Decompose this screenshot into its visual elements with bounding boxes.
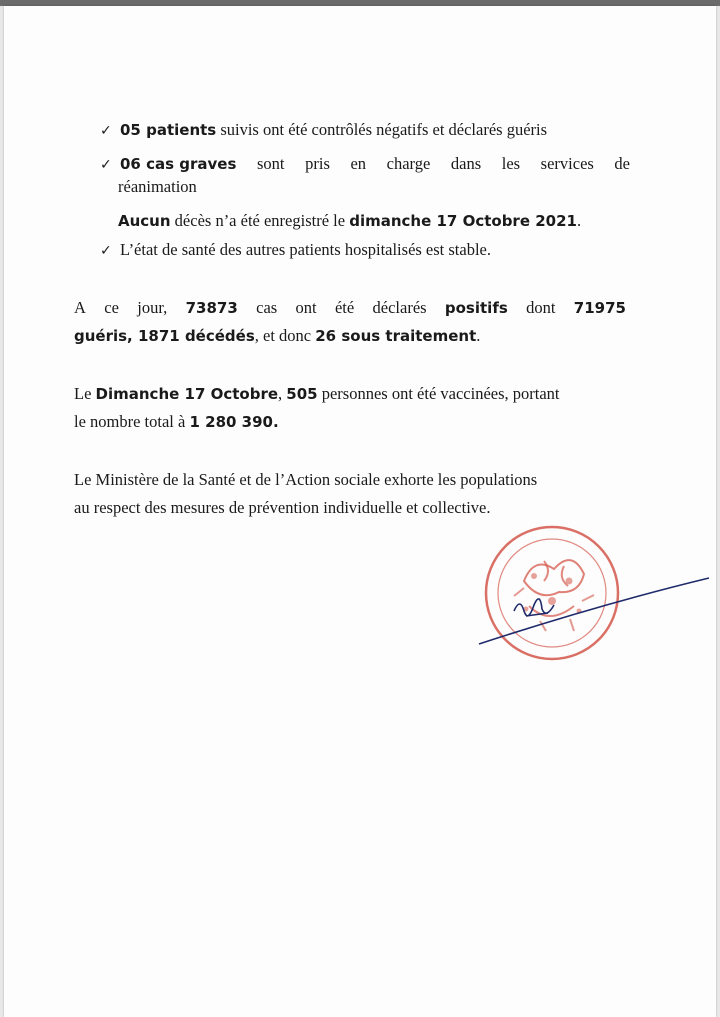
- cases-word: ont: [295, 298, 317, 317]
- cases-word: dont: [526, 298, 556, 317]
- stable-text: L’état de santé des autres patients hospitalisés est stable.: [120, 240, 492, 259]
- cases-word: A: [74, 298, 86, 317]
- no-deaths-line: [118, 211, 581, 231]
- cases-word: 71975: [573, 299, 626, 317]
- vaccinated-count: 505: [286, 385, 318, 403]
- severe-word: pris: [305, 154, 330, 173]
- vaccine-text: Le: [74, 384, 96, 403]
- cured-count: 05 patients: [120, 121, 217, 139]
- vaccine-total: 1 280 390.: [189, 413, 279, 431]
- handwritten-signature-icon: [479, 578, 709, 644]
- vaccine-line-1: [74, 384, 560, 404]
- cases-word: ce: [104, 298, 119, 317]
- cases-line-1: [74, 298, 626, 318]
- bullet-cured: [100, 120, 547, 141]
- cases-word: déclarés: [372, 298, 427, 317]
- vaccine-date: Dimanche 17 Octobre: [95, 385, 279, 403]
- severe-continuation: réanimation: [118, 177, 197, 196]
- vaccine-text: personnes ont été vaccinées, portant: [317, 384, 560, 403]
- checkmark-icon: ✓: [100, 243, 112, 259]
- no-deaths-bold: Aucun: [118, 212, 171, 230]
- cases-text: , et donc: [254, 326, 316, 345]
- cases-word: cas: [256, 298, 278, 317]
- severe-word: charge: [386, 154, 431, 173]
- no-deaths-end: .: [576, 211, 582, 230]
- cases-end: .: [476, 326, 481, 345]
- severe-word: sont: [257, 154, 285, 173]
- closing-line-1: Le Ministère de la Santé et de l’Action sociale exhorte les populations: [74, 470, 538, 489]
- cases-word: été: [334, 298, 355, 317]
- under-treatment-bold: 26 sous traitement: [315, 327, 477, 345]
- closing-line-2: au respect des mesures de prévention individuelle et collective.: [74, 498, 491, 517]
- vaccine-text: ,: [278, 384, 287, 403]
- cases-word: 73873: [185, 299, 238, 317]
- official-seal-icon: [474, 521, 714, 681]
- vaccine-total-text: le nombre total à: [74, 412, 190, 431]
- no-deaths-text: décès n’a été enregistré le: [170, 211, 350, 230]
- severe-count: 06 cas graves: [120, 155, 237, 173]
- document-page: [4, 6, 716, 1017]
- bullet-stable: [100, 240, 491, 261]
- vaccine-line-2: [74, 412, 279, 432]
- cases-word: jour,: [137, 298, 168, 317]
- severe-word: dans: [450, 154, 482, 173]
- cases-word: positifs: [444, 299, 508, 317]
- severe-word: les: [501, 154, 521, 173]
- checkmark-icon: ✓: [100, 123, 112, 139]
- report-date: dimanche 17 Octobre 2021: [349, 212, 577, 230]
- severe-word: de: [614, 154, 630, 173]
- cured-text: suivis ont été contrôlés négatifs et déclarés guéris: [216, 120, 548, 139]
- bullet-severe: [100, 154, 630, 175]
- cured-deaths-bold: guéris, 1871 décédés: [74, 327, 255, 345]
- cases-line-2: [74, 326, 480, 346]
- checkmark-icon: ✓: [100, 157, 112, 173]
- severe-word: en: [350, 154, 367, 173]
- severe-word: services: [540, 154, 594, 173]
